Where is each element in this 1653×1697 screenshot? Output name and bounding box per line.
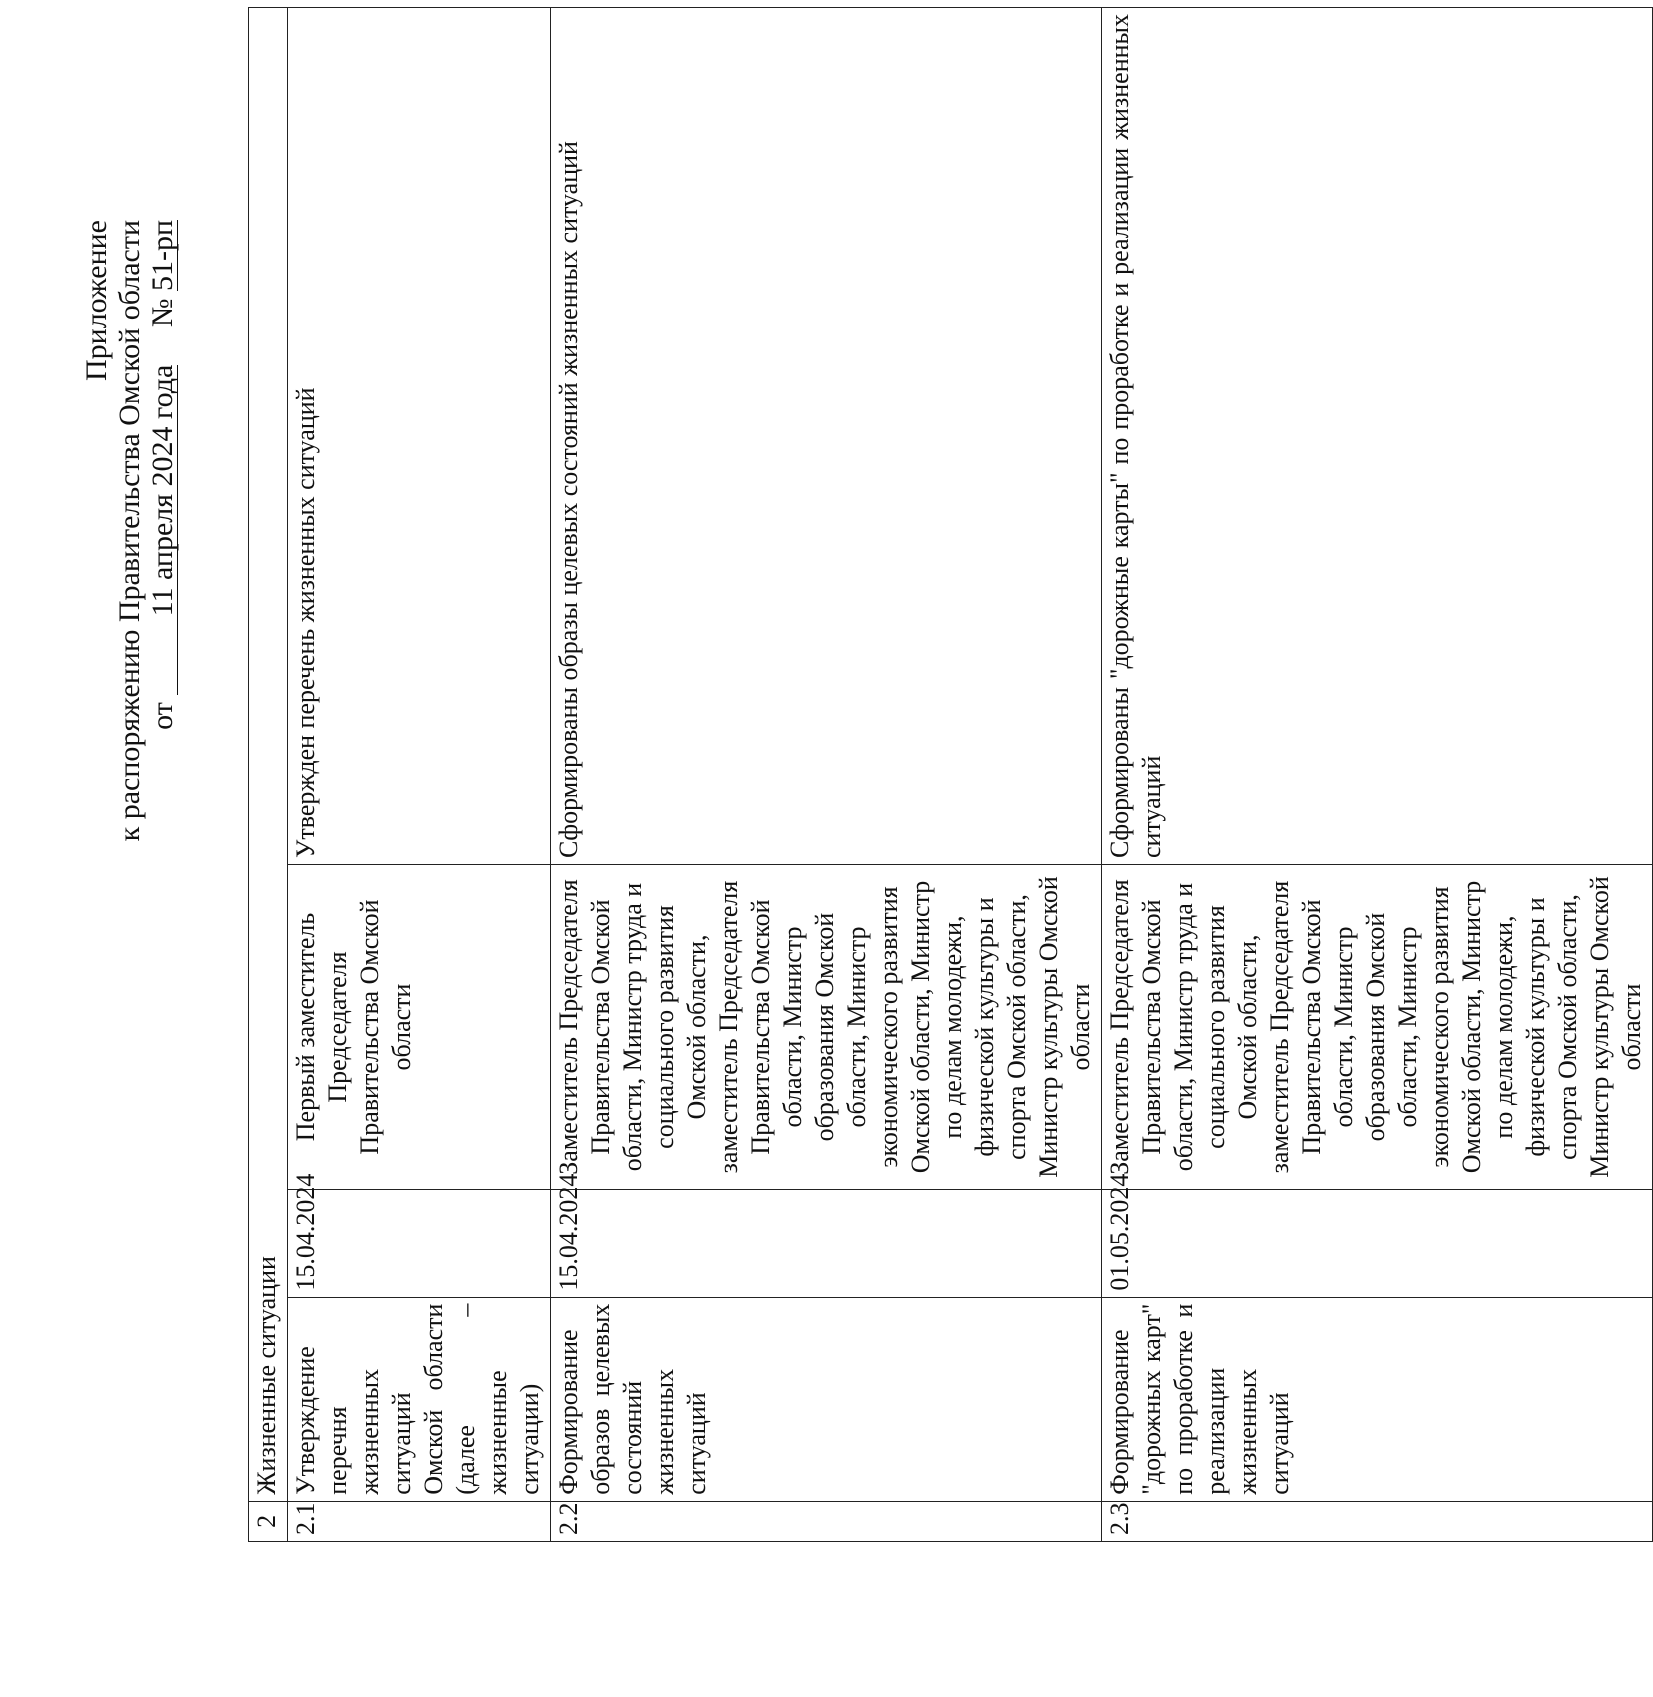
appendix-header <box>80 220 179 980</box>
row-number: 2.3 <box>1102 1501 1653 1541</box>
appendix-date-line <box>146 220 179 980</box>
order-date: 11 апреля 2024 года <box>149 365 178 695</box>
row-responsible: Первый заместитель Председателя Правительства Омской области <box>288 865 551 1190</box>
section-header-row <box>249 8 288 1542</box>
row-number: 2.2 <box>551 1501 1102 1541</box>
appendix-reference: к распоряжению Правительства Омской области <box>113 220 146 842</box>
row-result: Утвержден перечень жизненных ситуаций <box>288 8 551 865</box>
row-action: Формирование образов целевых состояний жизненных ситуаций <box>551 1297 1102 1501</box>
section-title: Жизненные ситуации <box>249 8 288 1502</box>
row-action: Формирование "дорожных карт" по проработке и реализации жизненных ситуаций <box>1102 1297 1653 1501</box>
number-label: № <box>146 298 179 328</box>
row-responsible: Заместитель Председателя Правительства Омской области, Министр труда и социального развития Омской области, заместитель Председателя Правительства Омской области, Министр образования Омской области, Министр экономического развития Омской области, Министр по делам молодежи, физической культуры и спорта Омской области, Министр культуры Омской области <box>551 865 1102 1190</box>
order-number: 51-рп <box>146 220 179 292</box>
row-date: 01.05.2024 <box>1102 1189 1653 1297</box>
row-action: Утверждение перечня жизненных ситуаций Омской области (далее – жизненные ситуации) <box>288 1297 551 1501</box>
from-label: от <box>146 702 179 730</box>
row-responsible: Заместитель Председателя Правительства Омской области, Министр труда и социального развития Омской области, заместитель Председателя Правительства Омской области, Министр образования Омской области, Министр экономического развития Омской области, Министр по делам молодежи, физической культуры и спорта Омской области, Министр культуры Омской области <box>1102 865 1653 1190</box>
appendix-title: Приложение <box>80 220 113 382</box>
row-number: 2.1 <box>288 1501 551 1541</box>
table-row <box>288 8 551 1542</box>
row-date: 15.04.2024 <box>288 1189 551 1297</box>
action-plan-table <box>248 7 1653 1542</box>
row-result: Сформированы образы целевых состояний жизненных ситуаций <box>551 8 1102 865</box>
section-number: 2 <box>249 1501 288 1541</box>
table-row <box>551 8 1102 1542</box>
table-row <box>1102 8 1653 1542</box>
row-result: Сформированы "дорожные карты" по проработке и реализации жизненных ситуаций <box>1102 8 1653 865</box>
row-date: 15.04.2024 <box>551 1189 1102 1297</box>
